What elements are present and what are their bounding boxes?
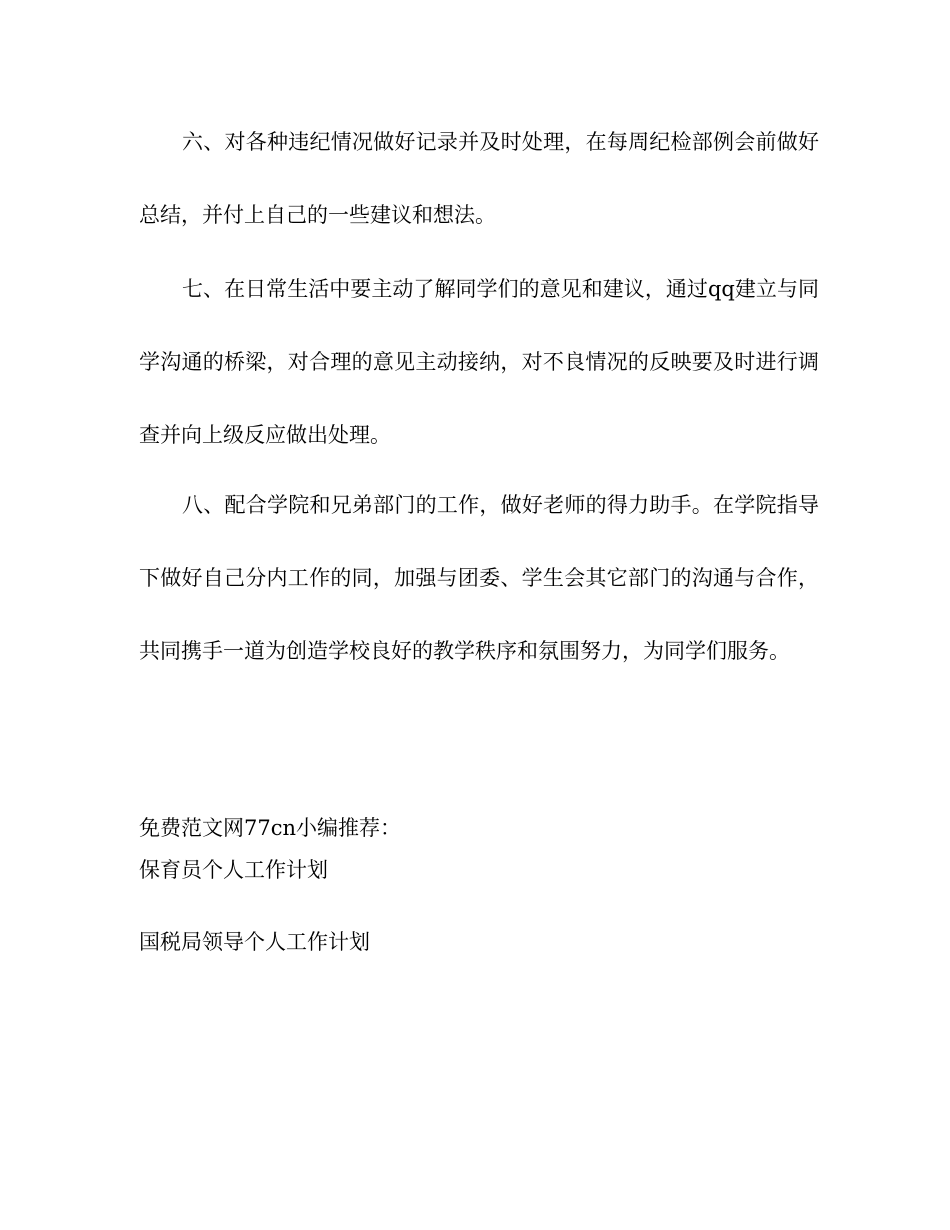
paragraph-eight: 八、配合学院和兄弟部门的工作，做好老师的得力助手。在学院指导下做好自己分内工作的同，加强与团委、学生会其它部门的沟通与合作，共同携手一道为创造学校良好的教学秩序和氛围努力，为同学们服务。 (139, 493, 819, 663)
recommend-link-nanny-plan[interactable]: 保育员个人工作计划 (139, 858, 328, 882)
recommend-link-tax-bureau-plan[interactable]: 国税局领导个人工作计划 (139, 930, 370, 954)
paragraph-seven: 七、在日常生活中要主动了解同学们的意见和建议，通过qq建立与同学沟通的桥梁，对合理的意见主动接纳，对不良情况的反映要及时进行调查并向上级反应做出处理。 (139, 277, 819, 447)
paragraph-six: 六、对各种违纪情况做好记录并及时处理，在每周纪检部例会前做好总结，并付上自己的一些建议和想法。 (139, 130, 819, 227)
recommend-title: 免费范文网77cn小编推荐： (139, 816, 402, 840)
